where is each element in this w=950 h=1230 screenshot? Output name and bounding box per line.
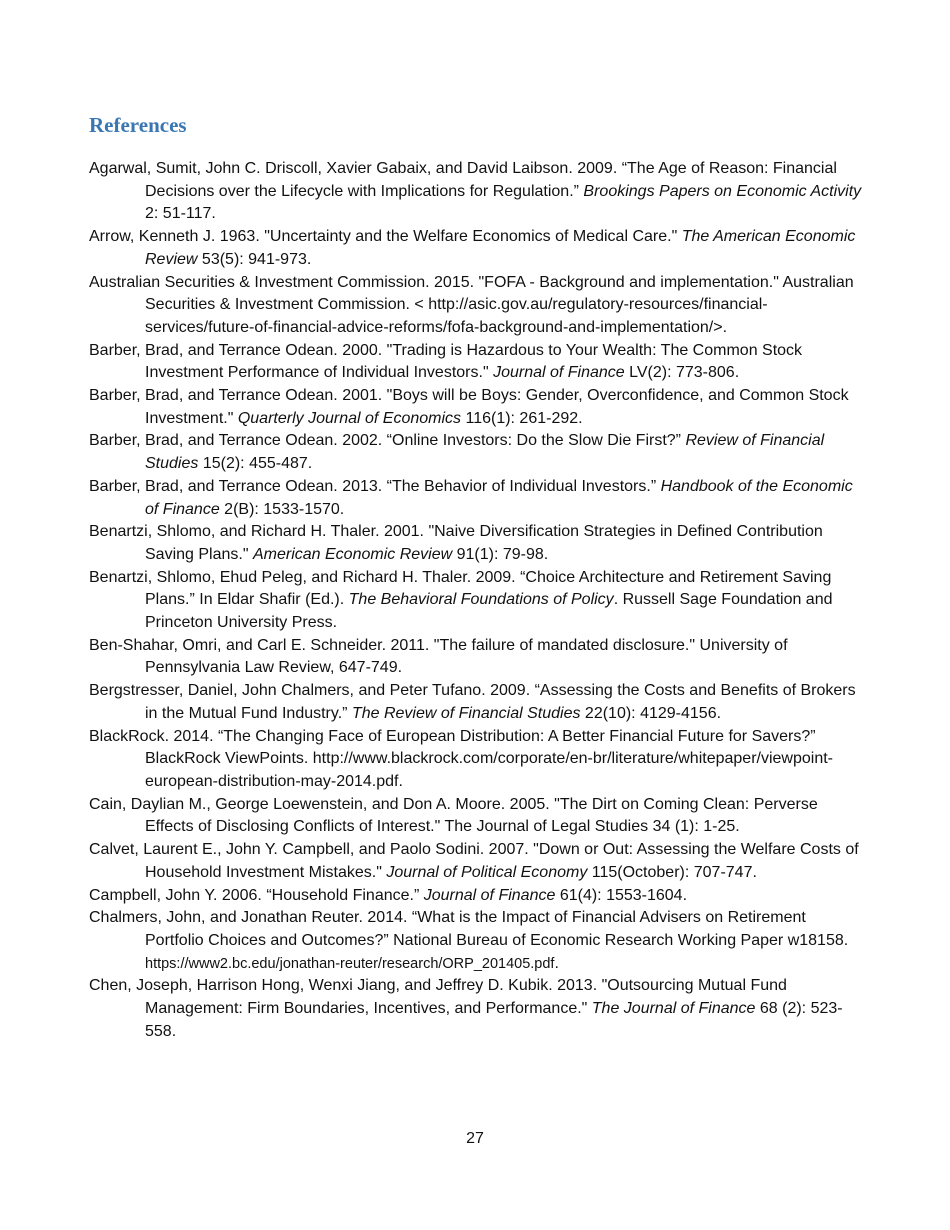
reference-entry <box>89 272 864 340</box>
reference-text: 2: 51-117. <box>145 205 216 223</box>
reference-text: Barber, Brad, and Terrance Odean. 2001. "Boys will be Boys: Gender, Overconfidence, and Common Stock Investment." <box>89 387 849 427</box>
reference-title-italic: Brookings Papers on Economic Activity <box>583 182 862 200</box>
reference-entry <box>89 158 864 226</box>
reference-title-italic: Journal of Political Economy <box>386 863 588 881</box>
reference-title-italic: Journal of Finance <box>493 364 625 382</box>
reference-text: Campbell, John Y. 2006. “Household Finance.” <box>89 886 424 904</box>
reference-entry <box>89 430 864 475</box>
reference-text: Cain, Daylian M., George Loewenstein, and Don A. Moore. 2005. "The Dirt on Coming Clean: Perverse Effects of Disclosing Conflicts of Interest." The Journal of Legal Studies 34 (1): 1-25. <box>89 795 818 836</box>
reference-entry <box>89 885 864 908</box>
reference-text: Barber, Brad, and Terrance Odean. 2013. “The Behavior of Individual Investors.” <box>89 477 661 495</box>
reference-entry <box>89 385 864 430</box>
reference-entry <box>89 635 864 680</box>
document-page <box>89 110 864 1043</box>
reference-text: 116(1): 261-292. <box>461 409 583 427</box>
reference-text: Chalmers, John, and Jonathan Reuter. 2014. “What is the Impact of Financial Advisers on Retirement Portfolio Choices and Outcomes?” National Bureau of Economic Research Working Paper w18158. <box>89 909 849 949</box>
reference-entry <box>89 521 864 566</box>
reference-text: BlackRock. 2014. “The Changing Face of European Distribution: A Better Financial Future for Savers?” BlackRock ViewPoints. http://www.blackrock.com/corporate/en-br/literature/whitepaper/viewpoint-european-distribution-may-2014.pdf. <box>89 727 833 790</box>
reference-text: 2(B): 1533-1570. <box>219 500 345 518</box>
reference-text: 61(4): 1553-1604. <box>555 886 688 904</box>
reference-text: Chen, Joseph, Harrison Hong, Wenxi Jiang, and Jeffrey D. Kubik. 2013. "Outsourcing Mutual Fund Management: Firm Boundaries, Incentives, and Performance." <box>89 977 787 1018</box>
reference-text: Arrow, Kenneth J. 1963. "Uncertainty and the Welfare Economics of Medical Care." <box>89 228 682 246</box>
reference-entry <box>89 567 864 635</box>
reference-title-italic: The Journal of Finance <box>591 1000 756 1018</box>
reference-entry <box>89 340 864 385</box>
reference-entry <box>89 226 864 271</box>
reference-entry <box>89 839 864 884</box>
reference-list <box>89 158 864 1043</box>
reference-text: 91(1): 79-98. <box>452 545 549 563</box>
reference-text: 15(2): 455-487. <box>198 455 313 473</box>
reference-entry <box>89 680 864 725</box>
reference-title-italic: The Review of Financial Studies <box>351 704 581 722</box>
reference-text: Barber, Brad, and Terrance Odean. 2002. “Online Investors: Do the Slow Die First?” <box>89 432 686 450</box>
section-heading: References <box>89 113 187 137</box>
reference-text: 68 (2): 523-558. <box>145 1000 843 1040</box>
reference-entry <box>89 975 864 1043</box>
reference-text: LV(2): 773-806. <box>624 364 740 382</box>
reference-entry <box>89 476 864 521</box>
reference-entry <box>89 907 864 975</box>
reference-text: 53(5): 941-973. <box>197 250 312 268</box>
reference-text: Benartzi, Shlomo, Ehud Peleg, and Richard H. Thaler. 2009. “Choice Architecture and Retirement Saving Plans.” In Eldar Shafir (Ed.). <box>89 568 832 609</box>
reference-text: Benartzi, Shlomo, and Richard H. Thaler. 2001. "Naive Diversification Strategies in Defined Contribution Saving Plans." <box>89 523 823 563</box>
reference-url: https://www2.bc.edu/jonathan-reuter/research/ORP_201405.pdf <box>145 955 555 972</box>
reference-entry <box>89 794 864 839</box>
reference-text: 115(October): 707-747. <box>587 863 757 881</box>
reference-text: Calvet, Laurent E., John Y. Campbell, and Paolo Sodini. 2007. "Down or Out: Assessing the Welfare Costs of Household Investment Mistakes." <box>89 841 859 881</box>
reference-entry <box>89 726 864 794</box>
reference-title-italic: Handbook of the Economic of Finance <box>145 477 853 518</box>
reference-text: Agarwal, Sumit, John C. Driscoll, Xavier Gabaix, and David Laibson. 2009. “The Age of Reason: Financial Decisions over the Lifecycle with Implications for Regulation.” <box>89 160 837 200</box>
reference-title-italic: American Economic Review <box>252 545 453 563</box>
reference-text: Bergstresser, Daniel, John Chalmers, and Peter Tufano. 2009. “Assessing the Costs and Benefits of Brokers in the Mutual Fund Industry.” <box>89 682 856 722</box>
reference-title-italic: Review of Financial Studies <box>145 432 825 473</box>
reference-text: 22(10): 4129-4156. <box>580 704 722 722</box>
reference-title-italic: Quarterly Journal of Economics <box>237 409 462 427</box>
reference-title-italic: The Behavioral Foundations of Policy <box>348 591 614 609</box>
page-number: 27 <box>466 1130 484 1147</box>
reference-text: . Russell Sage Foundation and Princeton University Press. <box>145 591 833 632</box>
reference-text: Barber, Brad, and Terrance Odean. 2000. "Trading is Hazardous to Your Wealth: The Common Stock Investment Performance of Individual Investors." <box>89 341 803 382</box>
reference-title-italic: Journal of Finance <box>423 886 556 904</box>
reference-text: Ben-Shahar, Omri, and Carl E. Schneider. 2011. "The failure of mandated disclosure." University of Pennsylvania Law Review, 647-749. <box>89 636 788 677</box>
reference-title-italic: The American Economic Review <box>145 228 856 268</box>
reference-text: Australian Securities & Investment Commission. 2015. "FOFA - Background and implementation." Australian Securities & Investment Commission. < http://asic.gov.au/regulatory-resources/financial-services/future-of-financial-advice-reforms/fofa-background-and-implementation/>. <box>89 273 854 336</box>
reference-text: . <box>554 954 559 972</box>
